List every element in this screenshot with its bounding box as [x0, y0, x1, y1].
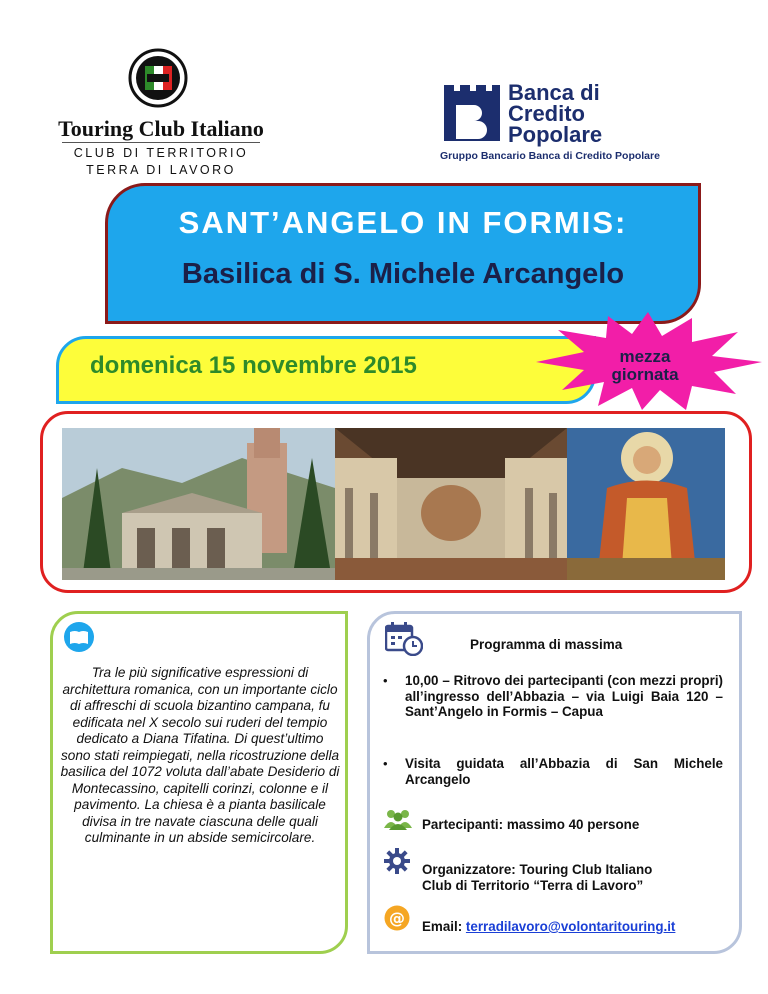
- page-subtitle: Basilica di S. Michele Arcangelo: [181, 258, 625, 290]
- gear-icon: [384, 848, 410, 874]
- touring-club-logo: [128, 48, 188, 108]
- tci-subtitle-2: TERRA DI LAVORO: [86, 163, 236, 177]
- page-title: SANT’ANGELO IN FORMIS:: [178, 205, 628, 240]
- basilica-exterior-photo: [62, 428, 335, 580]
- basilica-description: Tra le più significative espressioni di architettura romanica, con un importante ciclo di affreschi di scuola bizantino campana, fu edificata nel X secolo sui ruderi del tempio dedicato a Diana Tifatina. Di quest’ultimo sono stati reimpiegati, nella ricostruzione della basilica del 1072 voluta dall’abate Desiderio di Montecassino, capitelli corinzi, colonne e il pavimento. La chiesa è a pianta basilicale divisa in tre navate ciascuna delle quali culminante in un abside semicircolare.: [60, 665, 340, 845]
- bank-name-line-2: Credito: [508, 101, 585, 126]
- program-title: Programma di massima: [470, 637, 623, 652]
- email-row: [422, 919, 742, 934]
- bank-group: Gruppo Bancario Banca di Credito Popolare: [440, 150, 660, 162]
- email-link[interactable]: terradilavoro@volontaritouring.it: [465, 919, 676, 934]
- basilica-interior-photo: [335, 428, 567, 580]
- participants-limit: Partecipanti: massimo 40 persone: [422, 817, 640, 832]
- tci-subtitle-1: CLUB DI TERRITORIO: [73, 146, 249, 160]
- organizer-club: Club di Territorio “Terra di Lavoro”: [422, 878, 644, 893]
- tci-divider: [62, 142, 260, 143]
- bullet-dot: •: [383, 673, 388, 688]
- bank-logo: [442, 85, 502, 143]
- bank-name-line-1: Banca di: [508, 80, 600, 105]
- organizer-name: Organizzatore: Touring Club Italiano: [422, 862, 653, 877]
- bullet-dot: •: [383, 756, 388, 771]
- tci-title: Touring Club Italiano: [58, 116, 264, 141]
- christ-fresco-photo: [567, 428, 725, 580]
- email-label: Email:: [422, 919, 463, 934]
- bank-name: [508, 82, 658, 145]
- event-date: domenica 15 novembre 2015: [90, 352, 417, 379]
- half-day-line-1: mezza: [619, 347, 671, 366]
- book-icon: [63, 621, 95, 653]
- svg-text:@: @: [389, 908, 405, 928]
- bank-name-line-3: Popolare: [508, 122, 603, 147]
- program-item-meeting: 10,00 – Ritrovo dei partecipanti (con mezzi propri) all’ingresso dell’Abbazia – via Luigi Baia 120 – Sant’Angelo in Formis – Capua: [405, 673, 723, 719]
- program-item-visit: Visita guidata all’Abbazia di San Michele Arcangelo: [405, 756, 723, 787]
- at-icon: [384, 905, 410, 931]
- half-day-label: [586, 348, 704, 384]
- half-day-line-2: giornata: [611, 365, 679, 384]
- people-icon: [383, 808, 413, 830]
- calendar-clock-icon: [385, 622, 423, 656]
